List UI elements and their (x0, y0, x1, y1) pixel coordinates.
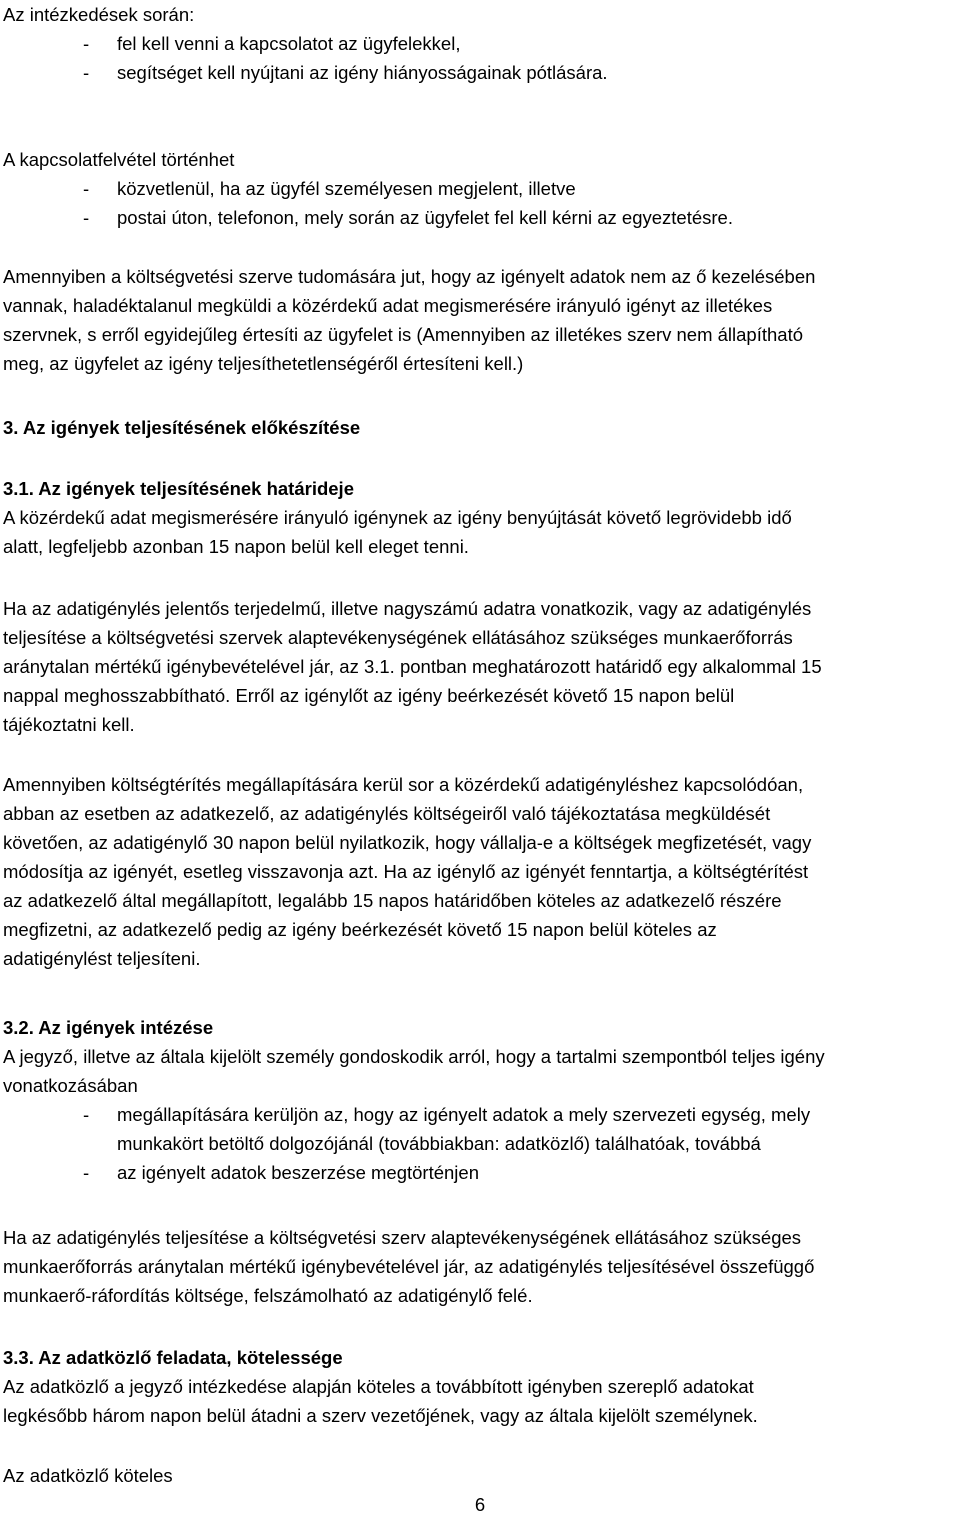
paragraph-line: vonatkozásában (3, 1075, 138, 1096)
forward-paragraph (3, 262, 955, 378)
contact-item (3, 174, 955, 203)
paragraph-line: A jegyző, illetve az általa kijelölt személy gondoskodik arról, hogy a tartalmi szempontból teljes igény (3, 1046, 825, 1067)
intro-block (3, 0, 955, 87)
paragraph-line: az adatkezelő által megállapított, legalább 15 napos határidőben köteles az adatkezelő részére (3, 890, 782, 911)
intro-item-text: segítséget kell nyújtani az igény hiányosságainak pótlására. (117, 62, 608, 83)
paragraph-line: Ha az adatigénylés teljesítése a költségvetési szerv alaptevékenységének ellátásához szükséges (3, 1227, 802, 1248)
paragraph-line: Amennyiben költségtérítés megállapítására kerül sor a közérdekű adatigényléshez kapcsolódóan, (3, 774, 804, 795)
section-3-2-item-continuation (3, 1129, 955, 1158)
paragraph-line: követően, az adatigénylő 30 napon belül nyilatkozik, hogy vállalja-e a költségek megfizetését, vagy (3, 832, 812, 853)
section-3-block (3, 413, 955, 442)
list-dash: - (83, 178, 90, 199)
paragraph-line: megfizetni, az adatkezelő pedig az igény beérkezését követő 15 napon belül köteles az (3, 919, 717, 940)
section-3-3-paragraph-2 (3, 1461, 955, 1490)
list-dash: - (83, 1104, 90, 1125)
paragraph-line: szervnek, s erről egyidejűleg értesíti az ügyfelet is (Amennyiben az illetékes szerv nem állapítható (3, 324, 803, 345)
contact-heading: A kapcsolatfelvétel történhet (3, 149, 235, 170)
section-3-1-paragraph-3 (3, 770, 955, 973)
intro-item (3, 58, 955, 87)
paragraph-line: meg, az ügyfelet az igény teljesíthetetlenségéről értesíteni kell.) (3, 353, 524, 374)
section-3-2-item (3, 1158, 955, 1187)
paragraph-line: Az adatközlő köteles (3, 1465, 173, 1486)
paragraph-line: teljesítése a költségvetési szervek alaptevékenységének ellátásához szükséges munkaerőforrás (3, 627, 793, 648)
section-3-2-block (3, 1013, 955, 1187)
section-title: 3.3. Az adatközlő feladata, kötelessége (3, 1347, 343, 1368)
section-3-1-block (3, 474, 955, 561)
section-title: 3.2. Az igények intézése (3, 1017, 214, 1038)
list-dash: - (83, 33, 90, 54)
list-item-text: az igényelt adatok beszerzése megtörténjen (117, 1162, 479, 1183)
paragraph-line: vannak, haladéktalanul megküldi a közérdekű adat megismerésére irányuló igényt az illetékes (3, 295, 773, 316)
contact-block (3, 145, 955, 232)
contact-item (3, 203, 955, 232)
list-dash: - (83, 1162, 90, 1183)
paragraph-line: módosítja az igényét, esetleg visszavonja azt. Ha az igénylő az igényét fenntartja, a költségtérítést (3, 861, 809, 882)
intro-item-text: fel kell venni a kapcsolatot az ügyfelekkel, (117, 33, 461, 54)
list-dash: - (83, 62, 90, 83)
paragraph-line: abban az esetben az adatkezelő, az adatigénylés költségeiről való tájékoztatása megküldését (3, 803, 771, 824)
list-item-text: megállapítására kerüljön az, hogy az igényelt adatok a mely szervezeti egység, mely (117, 1104, 811, 1125)
section-3-1-paragraph-2 (3, 594, 955, 739)
section-3-3-block (3, 1343, 955, 1430)
contact-item-text: postai úton, telefonon, mely során az ügyfelet fel kell kérni az egyeztetésre. (117, 207, 733, 228)
paragraph-line: Ha az adatigénylés jelentős terjedelmű, illetve nagyszámú adatra vonatkozik, vagy az adatigénylés (3, 598, 812, 619)
paragraph-line: nappal meghosszabbítható. Erről az igénylőt az igény beérkezését követő 15 napon belül (3, 685, 735, 706)
section-title: 3. Az igények teljesítésének előkészítése (3, 417, 361, 438)
contact-item-text: közvetlenül, ha az ügyfél személyesen megjelent, illetve (117, 178, 576, 199)
list-item-text: munkakört betöltő dolgozójánál (továbbiakban: adatközlő) találhatóak, továbbá (117, 1133, 761, 1154)
intro-item (3, 29, 955, 58)
page-number: 6 (474, 1494, 486, 1515)
paragraph-line: legkésőbb három napon belül átadni a szerv vezetőjének, vagy az általa kijelölt személynek. (3, 1405, 758, 1426)
paragraph-line: munkaerő-ráfordítás költsége, felszámolható az adatigénylő felé. (3, 1285, 533, 1306)
paragraph-line: aránytalan mértékű igénybevételével jár, az 3.1. pontban meghatározott határidő egy alkalommal 15 (3, 656, 822, 677)
section-3-2-item (3, 1100, 955, 1129)
paragraph-line: alatt, legfeljebb azonban 15 napon belül kell eleget tenni. (3, 536, 469, 557)
paragraph-line: adatigénylést teljesíteni. (3, 948, 201, 969)
paragraph-line: Az adatközlő a jegyző intézkedése alapján köteles a továbbított igényben szereplő adatokat (3, 1376, 754, 1397)
paragraph-line: Amennyiben a költségvetési szerve tudomására jut, hogy az igényelt adatok nem az ő kezelésében (3, 266, 816, 287)
paragraph-line: A közérdekű adat megismerésére irányuló igénynek az igény benyújtását követő legrövidebb idő (3, 507, 792, 528)
paragraph-line: munkaerőforrás aránytalan mértékű igénybevételével jár, az adatigénylés teljesítésével összefüggő (3, 1256, 815, 1277)
list-dash: - (83, 207, 90, 228)
paragraph-line: tájékoztatni kell. (3, 714, 135, 735)
intro-heading: Az intézkedések során: (3, 4, 195, 25)
section-title: 3.1. Az igények teljesítésének határideje (3, 478, 354, 499)
section-3-2-paragraph-2 (3, 1223, 955, 1310)
